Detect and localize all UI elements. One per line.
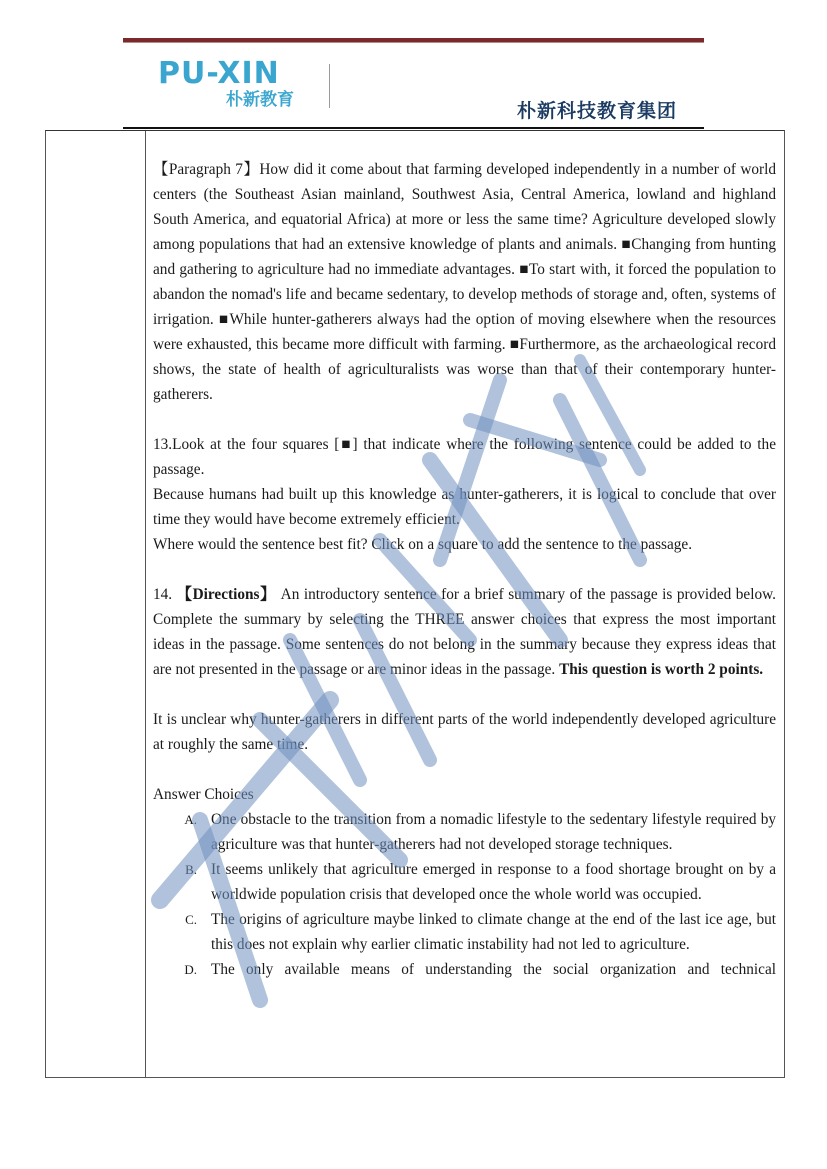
q13-sentence: Because humans had built up this knowledge as hunter-gatherers, it is logical to conclude that over time they would have become extremely efficient. — [153, 486, 776, 528]
answer-choice-a[interactable] — [153, 807, 776, 857]
points-note: This question is worth 2 points. — [559, 661, 764, 678]
header-bottom-rule — [123, 127, 704, 129]
q13-instruction: Where would the sentence best fit? Click on a square to add the sentence to the passage. — [153, 536, 693, 553]
logo-text: PU-XIN — [158, 56, 280, 91]
q14-directions — [153, 582, 776, 682]
choice-letter: B. — [185, 862, 197, 877]
choices-heading: Answer Choices — [153, 786, 254, 803]
choice-text: The only available means of understanding the social organization and technical — [211, 961, 776, 978]
choice-letter: A. — [184, 812, 197, 827]
answer-choice-b[interactable] — [153, 857, 776, 907]
answer-choice-d[interactable] — [153, 957, 776, 982]
table-left-cell — [46, 131, 146, 1077]
question-content — [153, 157, 776, 982]
directions-label: 【Directions】 — [176, 586, 277, 603]
logo-subtext: 朴新教育 — [226, 90, 294, 110]
choice-letter: D. — [184, 962, 197, 977]
paragraph-text: How did it come about that farming developed independently in a number of world centers (the Southeast Asian mainland, Southwest Asia, Central America, lowland and highland South America, and equatorial Africa) at more or less the same time? Agriculture developed slowly among populations that had an extensive knowledge of plants and animals. ■Changing from hunting and gathering to agriculture had no immediate advantages. ■To start with, it forced the population to abandon the nomad's life and became sedentary, to develop methods of storage and, often, systems of irrigation. ■While hunter-gatherers always had the option of moving elsewhere when the resources were exhausted, this became more difficult with farming. ■Furthermore, as the archaeological record shows, the state of health of agriculturalists was worse than that of their contemporary hunter-gatherers. — [153, 161, 777, 403]
answer-choice-c[interactable] — [153, 907, 776, 957]
header-top-rule — [123, 38, 704, 43]
choice-text: One obstacle to the transition from a nomadic lifestyle to the sedentary lifestyle required by agriculture was that hunter-gatherers had not developed storage techniques. — [211, 811, 776, 853]
passage-paragraph — [153, 157, 776, 407]
directions-text: An introductory sentence for a brief summary of the passage is provided below. Complete the summary by selecting the THREE answer choices that express the most important ideas in the passage. Some sentences do not belong in the summary because they express ideas that are not presented in the passage or are minor ideas in the passage. — [153, 586, 776, 678]
q13-prompt: 13.Look at the four squares [■] that indicate where the following sentence could be added to the passage. — [153, 436, 776, 478]
intro-sentence: It is unclear why hunter-gatherers in different parts of the world independently developed agriculture at roughly the same time. — [153, 711, 776, 753]
paragraph-label: 【Paragraph 7】 — [153, 161, 260, 178]
choice-text: It seems unlikely that agriculture emerged in response to a food shortage brought on by a worldwide population crisis that developed once the whole world was occupied. — [211, 861, 776, 903]
choice-letter: C. — [185, 912, 197, 927]
logo-divider — [329, 64, 330, 108]
table-right-cell — [146, 131, 784, 1077]
puxin-logo — [158, 58, 318, 114]
group-name: 朴新科技教育集团 — [516, 100, 677, 122]
q14-number: 14. — [153, 586, 173, 603]
choice-text: The origins of agriculture maybe linked to climate change at the end of the last ice age, but this does not explain why earlier climatic instability had not led to agriculture. — [211, 911, 776, 953]
content-table — [45, 130, 785, 1078]
